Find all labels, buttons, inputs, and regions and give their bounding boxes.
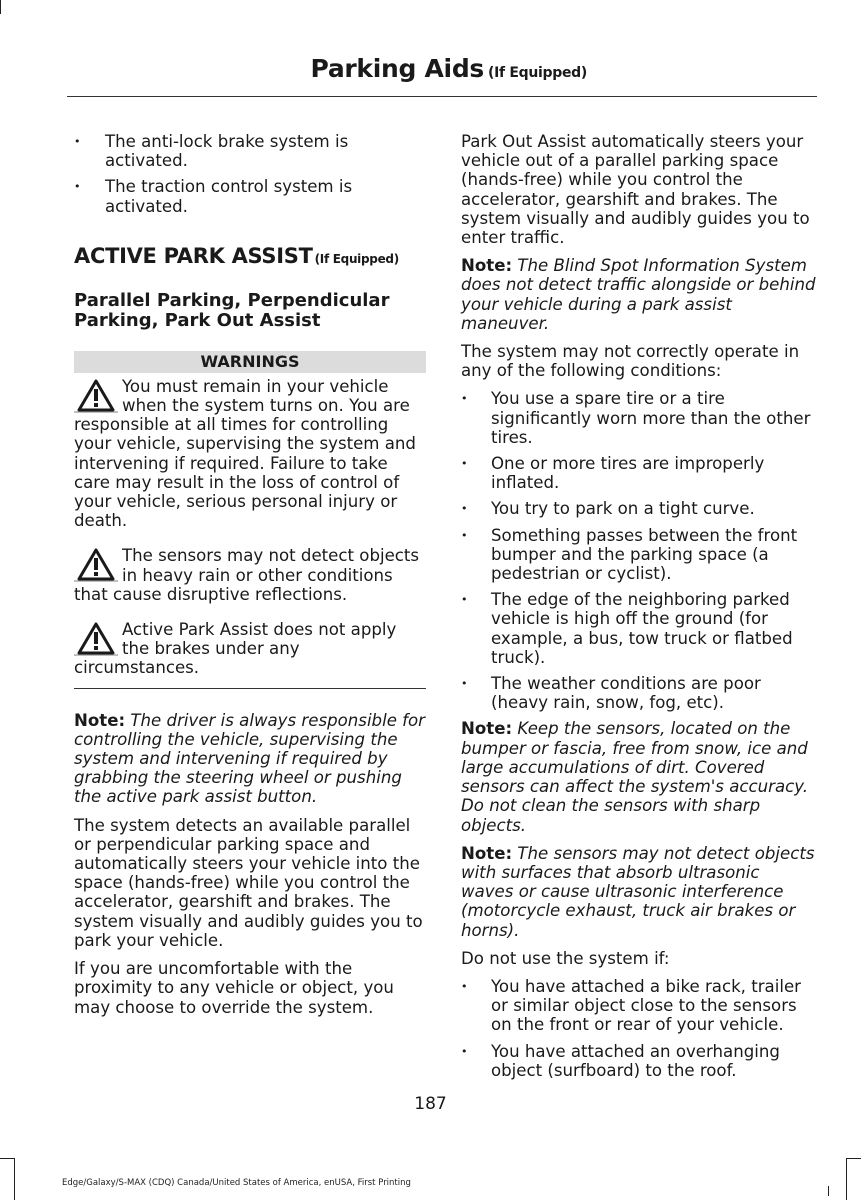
list-item: • Something passes between the front bumper and the parking space (a pedestrian or cyclist). xyxy=(461,526,817,584)
crop-mark-top-left xyxy=(0,0,1,14)
page-title xyxy=(310,54,587,83)
list-item: • You use a spare tire or a tire significantly worn more than the other tires. xyxy=(461,389,817,447)
warning-triangle-icon xyxy=(74,546,118,584)
list-item: • The weather conditions are poor (heavy rain, snow, fog, etc). xyxy=(461,674,817,712)
page-number: 187 xyxy=(414,1094,447,1114)
list-item: • You try to park on a tight curve. xyxy=(461,499,817,518)
warning-text: The sensors may not detect objects in heavy rain or other conditions that cause disruptive reflections. xyxy=(74,546,420,604)
section-heading xyxy=(74,244,426,271)
note-text: The driver is always responsible for controlling the vehicle, supervising the system and intervening if required by grabbing the steering wheel or pushing the active park assist button. xyxy=(74,710,426,807)
warnings-heading: WARNINGS xyxy=(74,351,426,373)
section-heading-suffix: (If Equipped) xyxy=(314,251,399,266)
right-column xyxy=(461,132,817,1087)
crop-mark-bottom-right xyxy=(846,1158,847,1200)
warning-item xyxy=(74,377,426,531)
note xyxy=(461,719,817,834)
crop-mark-right-tick xyxy=(828,1186,829,1196)
note xyxy=(461,844,817,940)
list-item: • The traction control system is activated. xyxy=(74,177,426,215)
paragraph: Park Out Assist automatically steers your vehicle out of a parallel parking space (hands-free) while you control the accelerator, gearshift and brakes. The system visually and audibly guides you to enter traffic. xyxy=(461,132,810,248)
page-title-suffix: (If Equipped) xyxy=(488,65,587,81)
list-item: • One or more tires are improperly inflated. xyxy=(461,454,817,492)
note-label: Note: xyxy=(461,256,513,276)
crop-mark-bottom-left xyxy=(14,1158,15,1200)
subsection-heading: Parallel Parking, Perpendicular Parking, Park Out Assist xyxy=(74,289,390,331)
note xyxy=(74,711,426,807)
note xyxy=(461,256,817,333)
paragraph: If you are uncomfortable with the proximity to any vehicle or object, you may choose to override the system. xyxy=(74,959,394,1017)
section-heading-text: ACTIVE PARK ASSIST xyxy=(74,243,313,268)
note-label: Note: xyxy=(461,719,513,739)
warning-triangle-icon xyxy=(74,377,118,415)
paragraph: The system detects an available parallel or perpendicular parking space and automatically steers your vehicle into the space (hands-free) while you control the accelerator, gearshift and brakes. The system visually and audibly guides you to park your vehicle. xyxy=(74,815,423,950)
warning-item xyxy=(74,620,426,678)
warning-text: Active Park Assist does not apply the brakes under any circumstances. xyxy=(74,620,397,678)
note-text: Keep the sensors, located on the bumper or fascia, free from snow, ice and large accumulations of dirt. Covered sensors can affect the system's accuracy. Do not clean the sensors with sharp objects. xyxy=(461,719,809,835)
crop-mark-bottom-right-h xyxy=(846,1158,861,1159)
list-item: • You have attached a bike rack, trailer or similar object close to the sensors on the front or rear of your vehicle. xyxy=(461,977,817,1035)
note-text: The Blind Spot Information System does not detect traffic alongside or behind your vehicle during a park assist maneuver. xyxy=(461,256,816,333)
warnings-divider xyxy=(74,688,426,689)
list-item: • The anti-lock brake system is activated. xyxy=(74,132,426,170)
paragraph: Do not use the system if: xyxy=(461,948,670,968)
page-title-text: Parking Aids xyxy=(310,54,485,83)
paragraph: The system may not correctly operate in any of the following conditions: xyxy=(461,342,800,381)
warning-text: You must remain in your vehicle when the system turns on. You are responsible at all times for controlling your vehicle, supervising the system and intervening if required. Failure to take care may result in the loss of control of your vehicle, serious personal injury or death. xyxy=(74,376,416,531)
warning-triangle-icon xyxy=(74,620,118,658)
warning-item xyxy=(74,546,426,604)
note-label: Note: xyxy=(461,843,513,863)
footer: Edge/Galaxy/S-MAX (CDQ) Canada/United States of America, enUSA, First Printing xyxy=(62,1178,411,1188)
left-column xyxy=(74,132,426,1026)
note-label: Note: xyxy=(74,710,126,730)
header-divider xyxy=(67,96,817,97)
crop-mark-bottom-left-h xyxy=(0,1158,14,1159)
note-text: The sensors may not detect objects with surfaces that absorb ultrasonic waves or cause ultrasonic interference (motorcycle exhaust, truck air brakes or horns). xyxy=(461,843,815,940)
list-item: • You have attached an overhanging object (surfboard) to the roof. xyxy=(461,1042,817,1080)
list-item: • The edge of the neighboring parked vehicle is high off the ground (for example, a bus, tow truck or flatbed truck). xyxy=(461,590,817,667)
